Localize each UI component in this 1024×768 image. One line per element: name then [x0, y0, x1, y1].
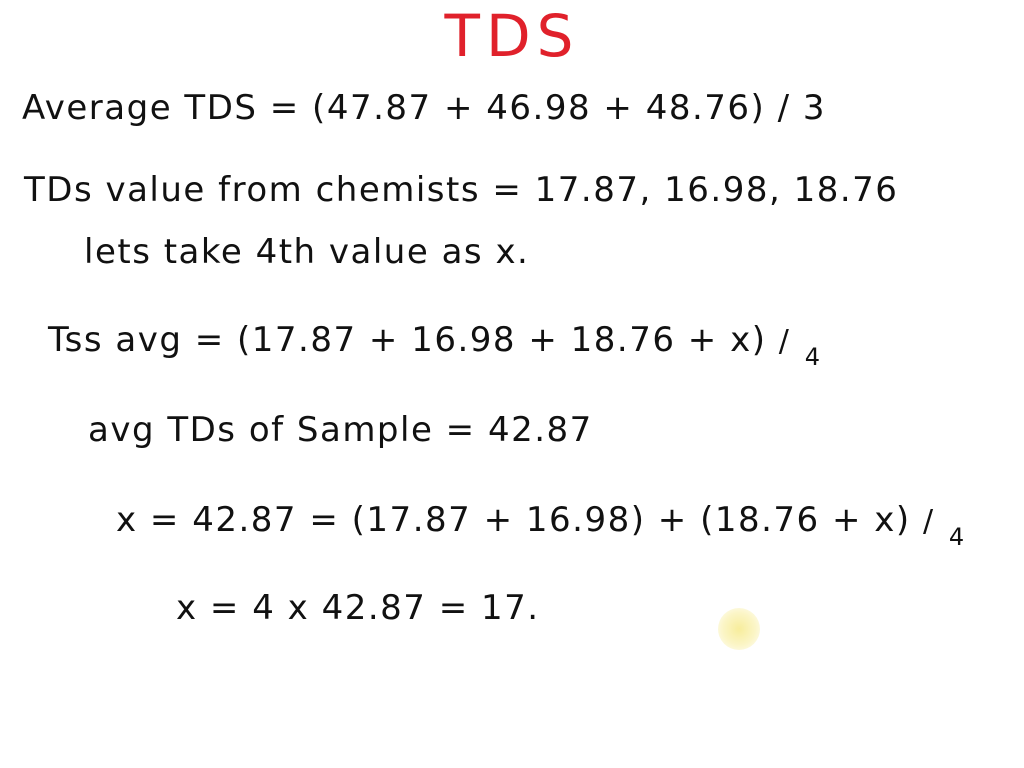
line-fourth-value: lets take 4th value as x. — [84, 232, 530, 272]
line-average-tds: Average TDS = (47.87 + 46.98 + 48.76) / 3 — [22, 88, 827, 128]
line-x-equation — [116, 500, 966, 551]
x-equation-slash: / — [922, 504, 935, 539]
tss-avg-expression: Tss avg = (17.87 + 16.98 + 18.76 + x) — [48, 320, 767, 360]
line-x-result: x = 4 x 42.87 = 17. — [176, 588, 540, 628]
tss-avg-denominator: 4 — [804, 343, 822, 371]
page-title: TDS — [444, 2, 580, 70]
line-tds-values: TDs value from chemists = 17.87, 16.98, 18.76 — [24, 170, 899, 210]
tss-avg-slash: / — [778, 324, 791, 359]
line-avg-tds-sample: avg TDs of Sample = 42.87 — [88, 410, 593, 450]
x-equation-expression: x = 42.87 = (17.87 + 16.98) + (18.76 + x) — [116, 500, 911, 540]
x-equation-denominator: 4 — [948, 523, 966, 551]
line-tss-avg — [48, 320, 822, 371]
highlight-cursor-icon — [718, 608, 760, 650]
